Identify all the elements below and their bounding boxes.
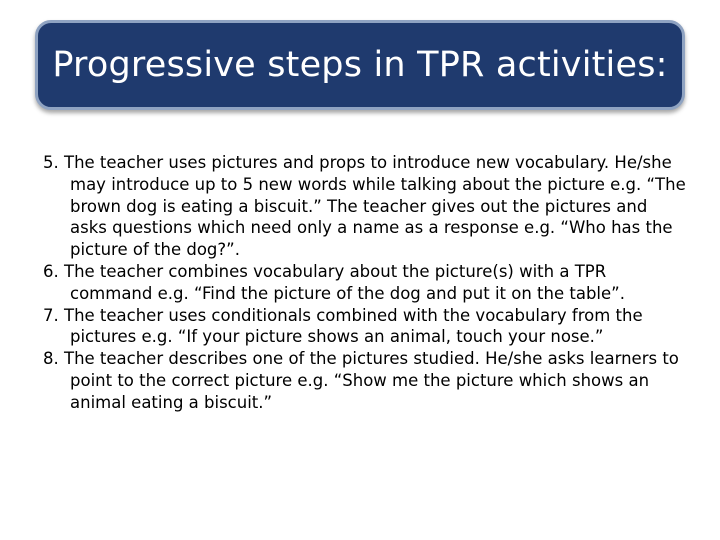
slide-title: Progressive steps in TPR activities:	[52, 45, 668, 85]
title-banner	[35, 20, 685, 110]
step-5: 5. The teacher uses pictures and props to introduce new vocabulary. He/she may introduce up to 5 new words while talking about the picture e.g. “The brown dog is eating a biscuit.” The teacher gives out the pictures and asks questions which need only a name as a response e.g. “Who has the picture of the dog?”.	[43, 153, 686, 260]
step-6: 6. The teacher combines vocabulary about the picture(s) with a TPR command e.g. “Find the picture of the dog and put it on the table”.	[43, 261, 625, 303]
steps-list	[43, 152, 688, 414]
step-7: 7. The teacher uses conditionals combined with the vocabulary from the pictures e.g. “If your picture shows an animal, touch your nose.”	[43, 305, 643, 347]
step-8: 8. The teacher describes one of the pictures studied. He/she asks learners to point to the correct picture e.g. “Show me the picture which shows an animal eating a biscuit.”	[43, 349, 679, 412]
